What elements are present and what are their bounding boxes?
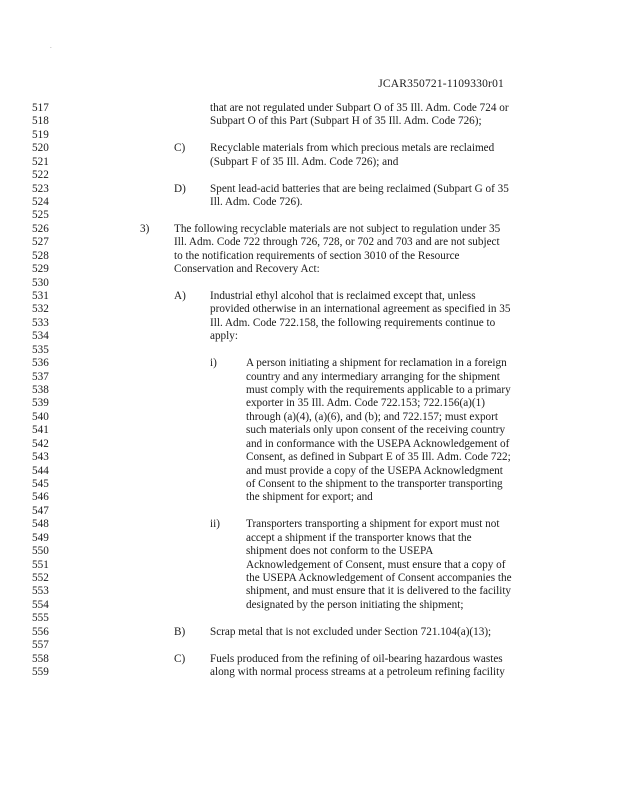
line-number: 521	[32, 155, 49, 168]
item-label: ii)	[210, 518, 220, 531]
document-line	[0, 451, 618, 464]
document-line	[0, 639, 618, 652]
document-line	[0, 545, 618, 558]
line-text: Spent lead-acid batteries that are being reclaimed (Subpart G of 35	[210, 182, 509, 195]
line-number: 536	[32, 357, 49, 370]
line-text: shipment, and must ensure that it is delivered to the facility	[246, 585, 512, 598]
line-text: Subpart O of this Part (Subpart H of 35 Ill. Adm. Code 726);	[210, 115, 482, 128]
line-text: Industrial ethyl alcohol that is reclaimed except that, unless	[210, 290, 476, 303]
document-line	[0, 465, 618, 478]
document-line	[0, 183, 618, 196]
document-line	[0, 142, 618, 155]
line-number: 527	[32, 236, 49, 249]
line-text: Recyclable materials from which precious metals are reclaimed	[210, 142, 495, 155]
line-number: 517	[32, 102, 49, 114]
line-number: 518	[32, 115, 49, 128]
document-line	[0, 371, 618, 384]
line-text: through (a)(4), (a)(6), and (b); and 722.157; must export	[246, 410, 498, 423]
line-text: Conservation and Recovery Act:	[174, 263, 320, 276]
document-line	[0, 384, 618, 397]
document-line	[0, 277, 618, 290]
line-number: 533	[32, 316, 49, 329]
line-number: 559	[32, 666, 49, 679]
line-text: Ill. Adm. Code 726).	[210, 196, 303, 208]
line-text: Fuels produced from the refining of oil-bearing hazardous wastes	[210, 652, 503, 665]
line-text: must comply with the requirements applicable to a primary	[246, 384, 511, 397]
line-number: 523	[32, 182, 49, 195]
document-line	[0, 236, 618, 249]
line-text: designated by the person initiating the shipment;	[246, 598, 464, 611]
line-number: 555	[32, 612, 49, 625]
line-number: 554	[32, 598, 49, 611]
document-line	[0, 505, 618, 518]
line-number: 524	[32, 196, 49, 208]
document-line	[0, 129, 618, 142]
document-line	[0, 290, 618, 303]
line-text: Ill. Adm. Code 722 through 726, 728, or 702 and 703 and are not subject	[174, 236, 500, 249]
line-number: 532	[32, 303, 49, 316]
line-number: 546	[32, 491, 49, 504]
line-number: 537	[32, 370, 49, 383]
line-number: 558	[32, 652, 49, 665]
line-text: provided otherwise in an international agreement as specified in 35	[210, 303, 511, 316]
line-text: Ill. Adm. Code 722.158, the following requirements continue to	[210, 316, 496, 329]
line-text: and must provide a copy of the USEPA Acknowledgment	[246, 464, 503, 477]
document-line	[0, 585, 618, 598]
document-line	[0, 115, 618, 128]
line-number: 551	[32, 558, 49, 571]
item-label: B)	[174, 625, 186, 638]
line-number: 552	[32, 572, 49, 585]
document-line	[0, 424, 618, 437]
line-text: country and any intermediary arranging for the shipment	[246, 370, 500, 383]
line-text: the USEPA Acknowledgement of Consent accompanies the	[246, 572, 512, 585]
line-number: 535	[32, 343, 49, 356]
document-line	[0, 397, 618, 410]
line-number: 519	[32, 128, 49, 141]
line-text: A person initiating a shipment for reclamation in a foreign	[246, 357, 507, 370]
line-text: Scrap metal that is not excluded under Section 721.104(a)(13);	[210, 625, 492, 638]
document-line	[0, 572, 618, 585]
line-number: 556	[32, 625, 49, 638]
document-line	[0, 196, 618, 209]
line-number: 544	[32, 464, 49, 477]
line-number: 526	[32, 222, 49, 235]
document-line	[0, 438, 618, 451]
line-number: 539	[32, 397, 49, 410]
line-number: 529	[32, 263, 49, 276]
line-number: 548	[32, 518, 49, 531]
line-number: 545	[32, 478, 49, 491]
item-label: C)	[174, 652, 186, 665]
line-number: 557	[32, 639, 49, 652]
line-number: 543	[32, 451, 49, 464]
line-text: along with normal process streams at a petroleum refining facility	[210, 666, 505, 679]
line-number: 534	[32, 330, 49, 343]
line-text: and in conformance with the USEPA Acknowledgement of	[246, 437, 510, 450]
document-line	[0, 102, 618, 115]
document-line	[0, 344, 618, 357]
line-number: 553	[32, 585, 49, 598]
document-line	[0, 156, 618, 169]
line-number: 528	[32, 249, 49, 262]
line-text: apply:	[210, 330, 238, 343]
line-number: 541	[32, 424, 49, 437]
line-number: 530	[32, 276, 49, 289]
line-number: 540	[32, 410, 49, 423]
document-line	[0, 317, 618, 330]
line-number: 550	[32, 545, 49, 558]
document-line	[0, 559, 618, 572]
line-number: 538	[32, 384, 49, 397]
item-label: 3)	[140, 222, 150, 235]
corner-mark: .	[50, 42, 52, 50]
line-number: 549	[32, 531, 49, 544]
document-line	[0, 303, 618, 316]
line-text: Transporters transporting a shipment for export must not	[246, 518, 500, 531]
line-number: 525	[32, 209, 49, 222]
document-line	[0, 209, 618, 222]
item-label: C)	[174, 142, 186, 155]
document-line	[0, 612, 618, 625]
document-line	[0, 653, 618, 666]
document-line	[0, 263, 618, 276]
line-text: shipment does not conform to the USEPA	[246, 545, 434, 558]
document-id-header: JCAR350721-1109330r01	[378, 78, 504, 90]
document-line	[0, 223, 618, 236]
line-text: Acknowledgement of Consent, must ensure that a copy of	[246, 558, 506, 571]
line-number: 531	[32, 290, 49, 303]
document-line	[0, 532, 618, 545]
line-text: (Subpart F of 35 Ill. Adm. Code 726); and	[210, 155, 399, 168]
document-line	[0, 626, 618, 639]
line-text: of Consent to the shipment to the transporter transporting	[246, 478, 503, 491]
line-text: such materials only upon consent of the receiving country	[246, 424, 506, 437]
document-line	[0, 518, 618, 531]
item-label: A)	[174, 290, 186, 303]
line-text: accept a shipment if the transporter knows that the	[246, 531, 472, 544]
document-line	[0, 599, 618, 612]
document-line	[0, 169, 618, 182]
line-number: 520	[32, 142, 49, 155]
document-line	[0, 330, 618, 343]
document-line	[0, 250, 618, 263]
document-line	[0, 666, 618, 679]
line-text: The following recyclable materials are not subject to regulation under 35	[174, 222, 501, 235]
line-text: that are not regulated under Subpart O of 35 Ill. Adm. Code 724 or	[210, 102, 509, 114]
item-label: i)	[210, 357, 217, 370]
line-number: 522	[32, 169, 49, 182]
line-text: Consent, as defined in Subpart E of 35 Ill. Adm. Code 722;	[246, 451, 511, 464]
document-line	[0, 357, 618, 370]
line-text: exporter in 35 Ill. Adm. Code 722.153; 722.156(a)(1)	[246, 397, 485, 410]
document-line	[0, 491, 618, 504]
line-number: 542	[32, 437, 49, 450]
line-text: to the notification requirements of section 3010 of the Resource	[174, 249, 460, 262]
line-text: the shipment for export; and	[246, 491, 373, 504]
document-line	[0, 478, 618, 491]
line-number: 547	[32, 504, 49, 517]
item-label: D)	[174, 182, 186, 195]
document-line	[0, 411, 618, 424]
